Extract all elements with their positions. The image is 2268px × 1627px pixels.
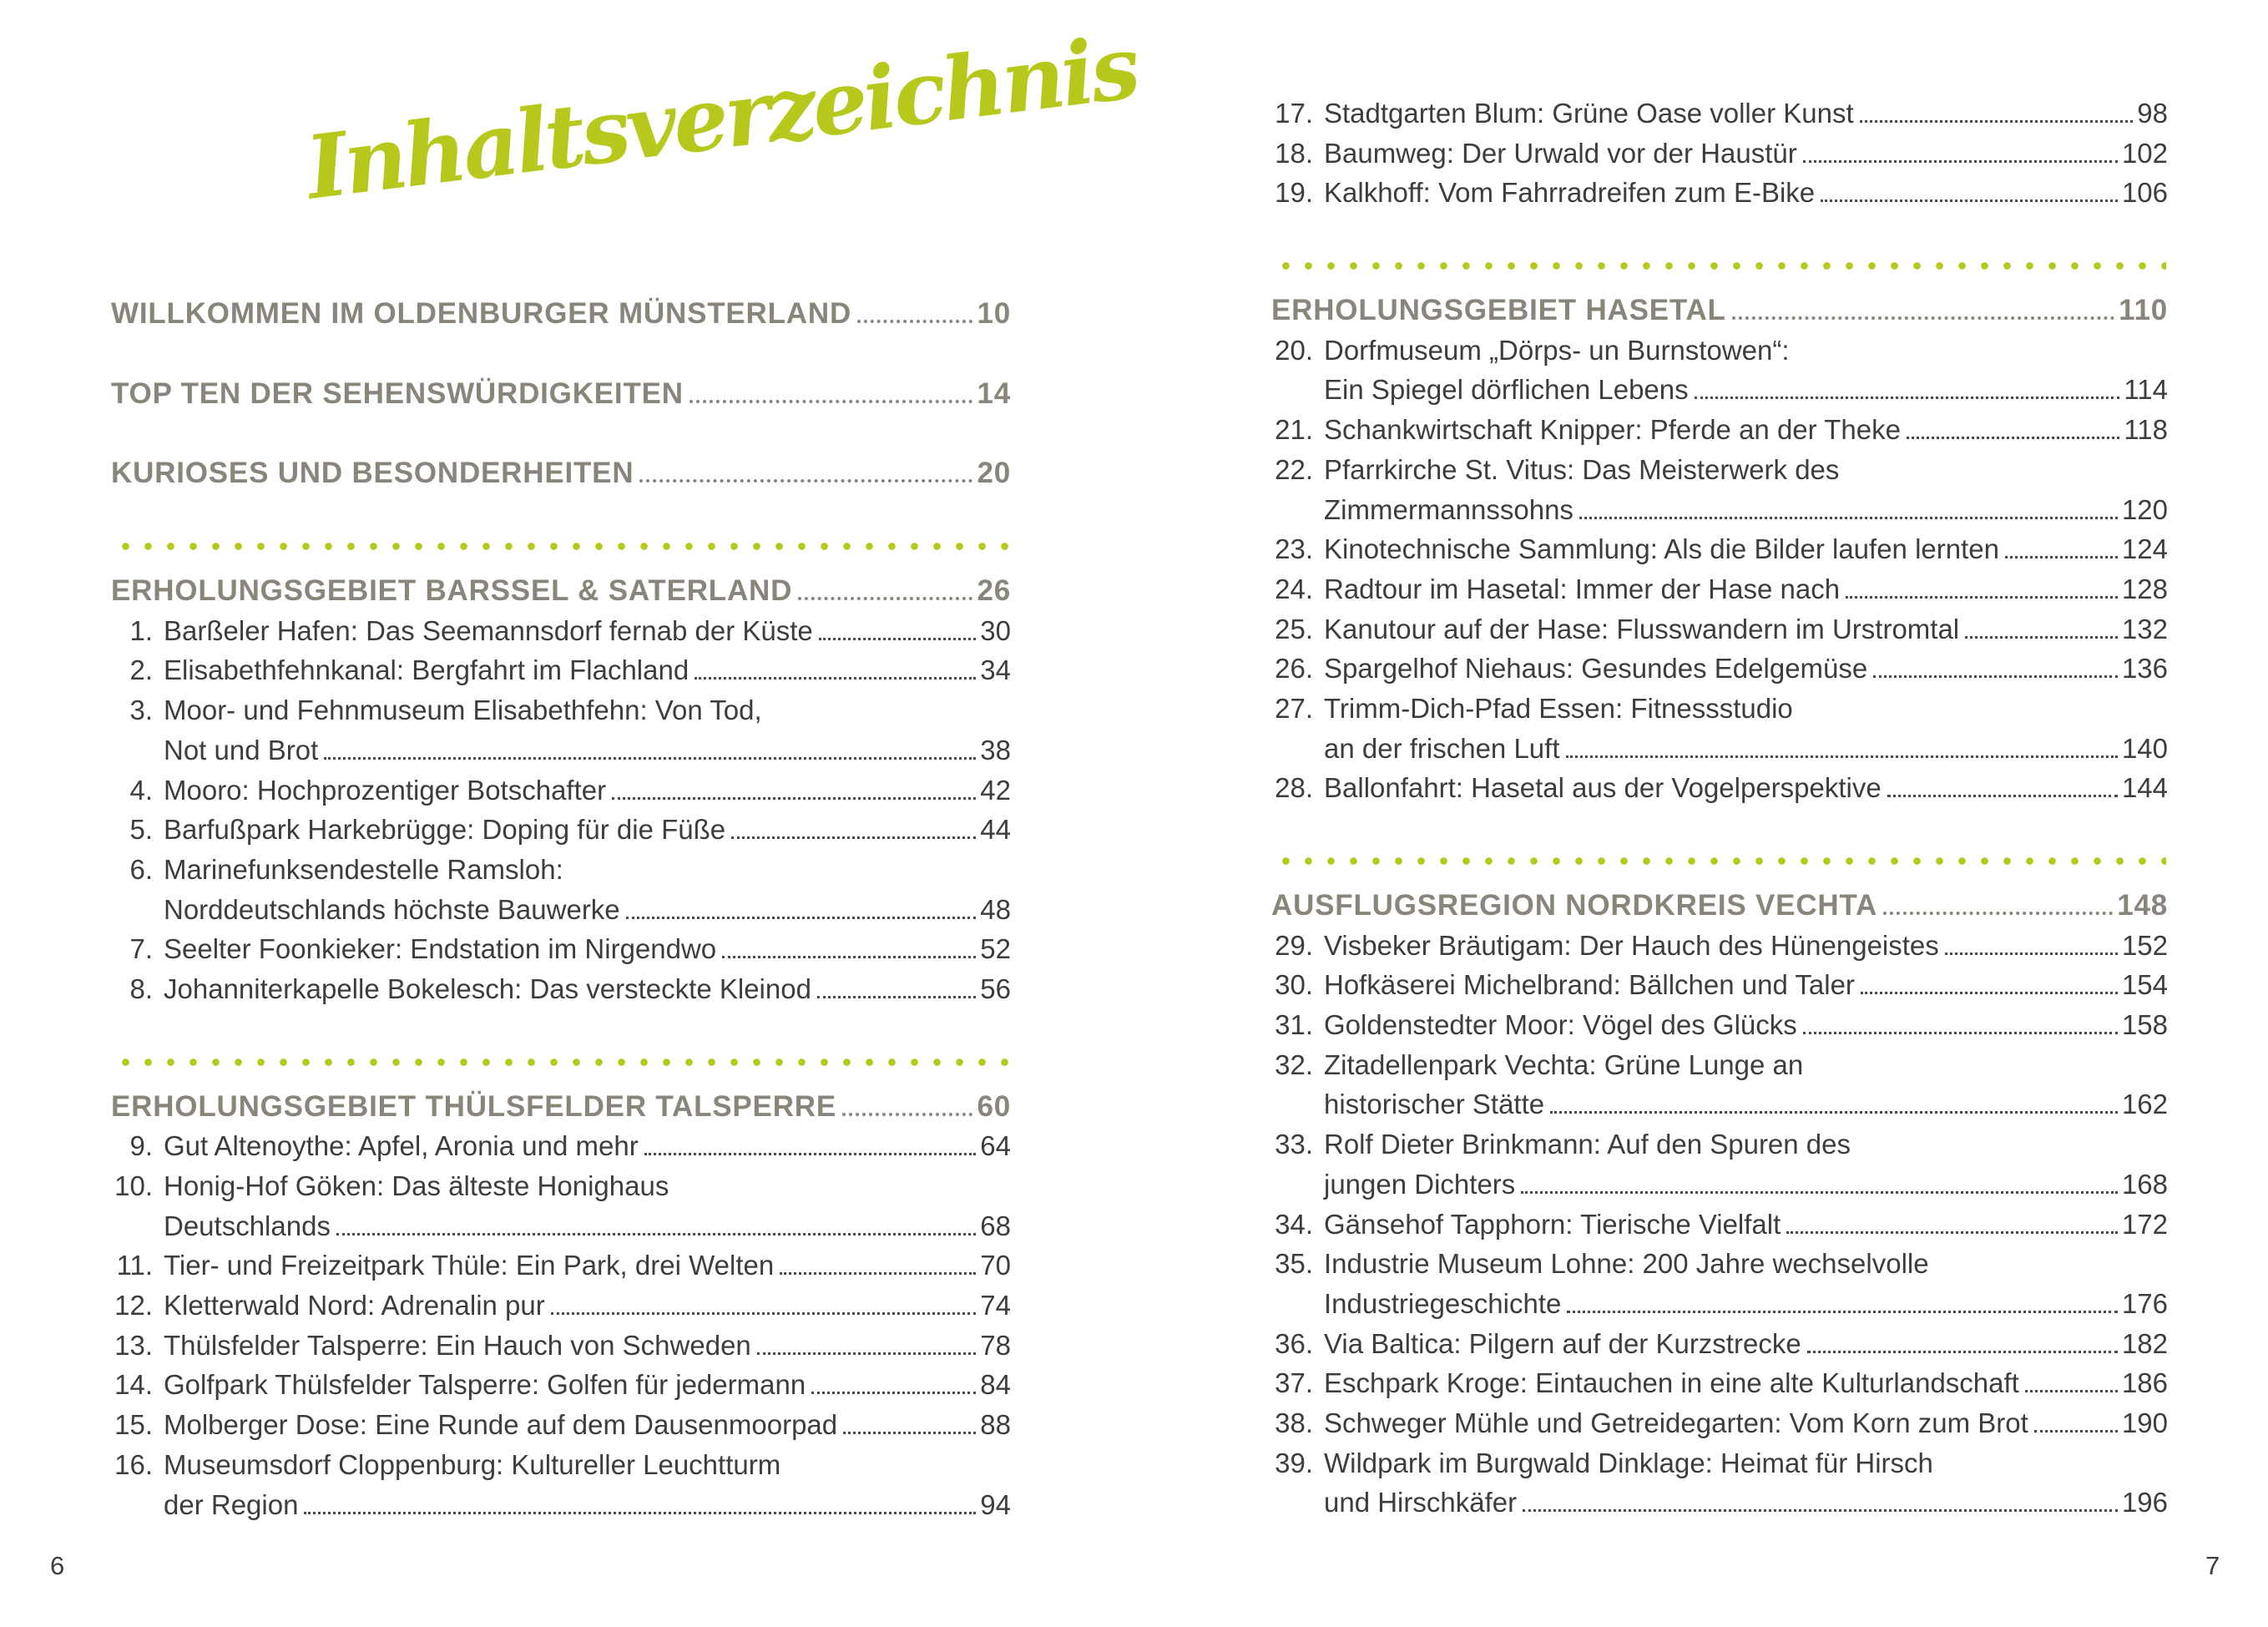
item-title-line: Dorfmuseum „Dörps- un Burnstowen“: [1324,334,1790,366]
item-page-number: 38 [980,734,1011,765]
toc-item [1271,1324,2168,1364]
toc-item-line [1271,1124,2168,1165]
item-number: 9. [129,1130,153,1162]
toc-item [1271,1363,2168,1403]
toc-item-line [111,1126,1011,1166]
item-page-number: 114 [2124,374,2168,406]
item-number: 20. [1275,334,1313,366]
item-title-line: Spargelhof Niehaus: Gesundes Edelgemüse [1324,653,1868,685]
item-page-number: 152 [2121,929,2168,961]
item-title-line: Kletterwald Nord: Adrenalin pur [164,1290,545,1321]
toc-item [111,650,1011,690]
dot-leader [1945,952,2118,955]
item-number: 38. [1275,1407,1313,1438]
dot-leader [2005,556,2118,558]
toc-item [111,1246,1011,1286]
dot-leader [1803,160,2118,163]
item-title-line: Wildpark im Burgwald Dinklage: Heimat für Hirsch [1324,1447,1933,1478]
item-number: 34. [1275,1208,1313,1240]
item-number: 11. [116,1250,153,1281]
item-page-number: 84 [980,1369,1011,1401]
item-title-line: Tier- und Freizeitpark Thüle: Ein Park, drei Welten [164,1250,775,1281]
toc-item [111,1445,1011,1524]
dot-leader [843,1432,976,1434]
dot-leader [1873,675,2118,678]
item-page-number: 124 [2121,533,2168,565]
chapter-page-number: 148 [2117,889,2168,922]
item-title-line: an der frischen Luft [1324,732,1560,764]
toc-item [111,969,1011,1009]
item-number: 32. [1275,1048,1313,1080]
dot-leader [1803,1032,2118,1034]
item-title-line: Barßeler Hafen: Das Seemannsdorf fernab der Küste [164,614,813,646]
item-number: 26. [1275,653,1313,685]
toc-item [1271,1005,2168,1045]
item-number: 13. [114,1329,153,1361]
dotted-divider [1273,856,2166,866]
toc-item-line [111,1246,1011,1286]
dot-leader [1860,120,2134,123]
dotted-divider [113,1058,1009,1067]
toc-item-line [111,1365,1011,1405]
item-page-number: 88 [980,1409,1011,1441]
item-page-number: 102 [2121,137,2168,169]
item-title-line: Elisabethfehnkanal: Bergfahrt im Flachland [164,654,689,686]
toc-item-line [1271,410,2168,450]
toc-item [1271,173,2168,213]
item-title-line: Johanniterkapelle Bokelesch: Das versteckte Kleinod [164,973,811,1004]
item-title-line: Schankwirtschaft Knipper: Pferde an der Theke [1324,414,1901,446]
toc-item-line [111,810,1011,850]
item-page-number: 140 [2121,732,2168,764]
item-title-line: Seelter Foonkieker: Endstation im Nirgendwo [164,933,717,965]
item-number: 16. [114,1448,153,1480]
dot-leader [1846,596,2118,599]
toc-item-line [111,611,1011,651]
toc-item-line [1271,1084,2168,1124]
toc-item-line [1271,1363,2168,1403]
toc-item-line [1271,1005,2168,1045]
item-number: 28. [1275,772,1313,804]
chapter-title: ERHOLUNGSGEBIET THÜLSFELDER TALSPERRE [111,1089,836,1123]
toc-item [1271,926,2168,966]
item-title-line: Golfpark Thülsfelder Talsperre: Golfen für jedermann [164,1369,806,1401]
item-title-line: Zimmermannssohns [1324,493,1573,525]
toc-item-line [1271,529,2168,569]
toc-chapter-entry [111,453,1011,493]
toc-item-line [111,1286,1011,1326]
toc-item [1271,768,2168,808]
item-title-line: Kalkhoff: Vom Fahrradreifen zum E-Bike [1324,177,1816,209]
item-number: 25. [1275,613,1313,644]
toc-item-line [1271,1284,2168,1324]
toc-item-line [1271,1324,2168,1364]
item-page-number: 30 [980,614,1011,646]
dot-leader [2025,1390,2118,1392]
toc-item-line [111,1326,1011,1366]
item-page-number: 78 [980,1329,1011,1361]
item-title-line: Rolf Dieter Brinkmann: Auf den Spuren des [1324,1129,1851,1160]
item-number: 27. [1275,692,1313,724]
item-title-line: Honig-Hof Göken: Das älteste Honighaus [164,1170,669,1201]
toc-item-line [111,730,1011,771]
toc-item [111,771,1011,811]
toc-chapter-entry [111,571,1011,611]
item-title-line: Hofkäserei Michelbrand: Bällchen und Taler [1324,969,1855,1001]
dot-leader [1521,1191,2118,1194]
page-number-left: 6 [50,1551,65,1580]
item-page-number: 190 [2121,1407,2168,1438]
dotted-divider [1273,261,2166,270]
toc-item-line [1271,965,2168,1005]
dot-leader [1523,1509,2118,1512]
item-title-line: Kinotechnische Sammlung: Als die Bilder laufen lernten [1324,533,1999,565]
item-page-number: 196 [2121,1487,2168,1518]
toc-item [111,611,1011,651]
item-number: 23. [1275,533,1313,565]
dot-leader [304,1512,976,1514]
item-number: 22. [1275,453,1313,485]
item-title-line: Museumsdorf Cloppenburg: Kultureller Leuchtturm [164,1448,781,1480]
toc-item [1271,410,2168,450]
dot-leader [798,597,972,600]
toc-item-line [111,690,1011,730]
item-page-number: 56 [980,973,1011,1004]
toc-item-line [111,650,1011,690]
toc-item [111,1326,1011,1366]
item-number: 24. [1275,573,1313,604]
dot-leader [1579,517,2118,519]
toc-item-line [111,1206,1011,1246]
toc-item-line [1271,768,2168,808]
dot-leader [1786,1231,2118,1234]
item-page-number: 158 [2121,1009,2168,1041]
item-page-number: 176 [2121,1287,2168,1319]
item-page-number: 42 [980,774,1011,806]
toc-chapter-entry [111,374,1011,414]
toc-item [111,1126,1011,1166]
toc-item-line [1271,1483,2168,1523]
item-page-number: 44 [980,814,1011,846]
dot-leader [639,479,972,483]
toc-item [1271,1403,2168,1443]
dot-leader [644,1153,977,1155]
item-title-line: der Region [164,1488,299,1520]
toc-item-line [1271,450,2168,490]
toc-item [1271,450,2168,529]
toc-item-line [111,771,1011,811]
item-page-number: 64 [980,1130,1011,1162]
dot-leader [819,638,977,640]
toc-chapter-entry [111,1087,1011,1127]
toc-item-line [1271,1205,2168,1245]
toc-left-column [111,294,1011,1524]
page-title: Inhaltsverzeichnis [301,15,1143,220]
chapter-title: TOP TEN DER SEHENSWÜRDIGKEITEN [111,376,684,410]
item-page-number: 98 [2137,98,2168,129]
item-page-number: 106 [2121,177,2168,209]
dot-leader [2034,1430,2118,1432]
item-number: 2. [129,654,153,686]
toc-item [1271,569,2168,609]
item-number: 37. [1275,1367,1313,1399]
dot-leader [1965,636,2118,639]
item-title-line: Schweger Mühle und Getreidegarten: Vom Korn zum Brot [1324,1407,2028,1438]
toc-chapter-entry [111,294,1011,334]
toc-item [1271,649,2168,689]
chapter-page-number: 110 [2119,294,2168,327]
item-number: 18. [1275,137,1313,169]
item-title-line: Marinefunksendestelle Ramsloh: [164,853,563,885]
item-page-number: 144 [2121,772,2168,804]
item-page-number: 34 [980,654,1011,686]
item-title-line: Pfarrkirche St. Vitus: Das Meisterwerk des [1324,453,1840,485]
item-number: 17. [1275,98,1313,129]
dot-leader [1807,1351,2118,1353]
toc-item-line [1271,689,2168,729]
toc-item-line [1271,1045,2168,1085]
item-page-number: 118 [2124,414,2168,446]
item-title-line: Goldenstedter Moor: Vögel des Glücks [1324,1009,1797,1041]
dotted-divider [113,542,1009,551]
item-title-line: Via Baltica: Pilgern auf der Kurzstrecke [1324,1327,1801,1359]
toc-item [1271,1205,2168,1245]
item-page-number: 94 [980,1488,1011,1520]
toc-item [111,690,1011,770]
item-title-line: Industriegeschichte [1324,1287,1562,1319]
toc-item [1271,1443,2168,1523]
item-number: 10. [114,1170,153,1201]
toc-item [111,1286,1011,1326]
toc-item [1271,1244,2168,1323]
dot-leader [817,996,976,998]
toc-right-column [1271,93,2168,1523]
dot-leader [1567,1311,2118,1313]
toc-item-line [111,969,1011,1009]
item-number: 15. [114,1409,153,1441]
item-title-line: und Hirschkäfer [1324,1487,1518,1518]
item-title-line: Industrie Museum Lohne: 200 Jahre wechselvolle [1324,1248,1929,1280]
toc-item [1271,529,2168,569]
item-page-number: 182 [2121,1327,2168,1359]
dot-leader [551,1312,977,1315]
item-title-line: historischer Stätte [1324,1089,1545,1120]
chapter-title: AUSFLUGSREGION NORDKREIS VECHTA [1271,889,1878,922]
dot-leader [1821,200,2118,202]
item-title-line: Thülsfelder Talsperre: Ein Hauch von Schweden [164,1329,751,1361]
item-title-line: Eschpark Kroge: Eintauchen in eine alte Kulturlandschaft [1324,1367,2019,1399]
dot-leader [1732,316,2114,320]
item-number: 35. [1275,1248,1313,1280]
toc-item [111,929,1011,969]
dot-leader [780,1272,976,1275]
item-number: 30. [1275,969,1313,1001]
toc-item-line [111,1166,1011,1206]
item-page-number: 128 [2121,573,2168,604]
toc-item-line [111,1485,1011,1525]
toc-item [111,1166,1011,1246]
chapter-page-number: 10 [977,297,1011,330]
toc-item-line [1271,926,2168,966]
item-title-line: Gänsehof Tapphorn: Tierische Vielfalt [1324,1208,1781,1240]
toc-item [1271,1045,2168,1124]
page-number-right: 7 [2205,1551,2220,1580]
chapter-title: ERHOLUNGSGEBIET HASETAL [1271,294,1726,327]
item-title-line: Trimm-Dich-Pfad Essen: Fitnessstudio [1324,692,1793,724]
dot-leader [695,677,976,680]
toc-item-line [1271,729,2168,769]
chapter-title: KURIOSES UND BESONDERHEITEN [111,457,634,490]
item-title-line: Kanutour auf der Hase: Flusswandern im Urstromtal [1324,613,1960,644]
chapter-title: WILLKOMMEN IM OLDENBURGER MÜNSTERLAND [111,297,852,330]
item-number: 21. [1275,414,1313,446]
dot-leader [336,1233,976,1235]
toc-item [111,850,1011,929]
item-page-number: 70 [980,1250,1011,1281]
item-title-line: jungen Dichters [1324,1168,1516,1200]
item-title-line: Baumweg: Der Urwald vor der Haustür [1324,137,1797,169]
item-title-line: Norddeutschlands höchste Bauwerke [164,893,620,925]
toc-item-line [1271,490,2168,530]
item-number: 29. [1275,929,1313,961]
item-page-number: 48 [980,893,1011,925]
item-number: 12. [114,1290,153,1321]
item-title-line: Visbeker Bräutigam: Der Hauch des Hünengeistes [1324,929,1939,961]
toc-item [1271,609,2168,649]
dot-leader [626,917,977,919]
toc-item [111,1405,1011,1445]
chapter-page-number: 20 [977,457,1011,490]
chapter-page-number: 60 [977,1089,1011,1123]
toc-item-line [1271,331,2168,371]
toc-item [1271,689,2168,768]
item-title-line: Moor- und Fehnmuseum Elisabethfehn: Von Tod, [164,695,762,726]
chapter-page-number: 14 [977,376,1011,410]
item-number: 31. [1275,1009,1313,1041]
item-number: 36. [1275,1327,1313,1359]
dot-leader [842,1113,972,1116]
toc-item [111,1365,1011,1405]
dot-leader [857,320,972,323]
toc-item [1271,331,2168,410]
item-title-line: Zitadellenpark Vechta: Grüne Lunge an [1324,1048,1804,1080]
item-number: 8. [129,973,153,1004]
toc-chapter-entry [1271,886,2168,926]
toc-item-line [111,1445,1011,1485]
toc-item-line [111,929,1011,969]
item-title-line: Stadtgarten Blum: Grüne Oase voller Kunst [1324,98,1854,129]
item-page-number: 52 [980,933,1011,965]
item-page-number: 74 [980,1290,1011,1321]
item-title-line: Molberger Dose: Eine Runde auf dem Dausenmoorpad [164,1409,838,1441]
dot-leader [324,757,976,760]
item-page-number: 120 [2121,493,2168,525]
item-title-line: Not und Brot [164,734,319,765]
item-page-number: 172 [2121,1208,2168,1240]
item-number: 33. [1275,1129,1313,1160]
dot-leader [1887,795,2118,797]
dot-leader [1861,992,2118,994]
item-number: 3. [129,695,153,726]
item-title-line: Deutschlands [164,1210,331,1241]
toc-item-line [111,850,1011,890]
toc-item-line [1271,93,2168,134]
item-number: 5. [129,814,153,846]
chapter-title: ERHOLUNGSGEBIET BARSSEL & SATERLAND [111,574,793,608]
toc-item [1271,1124,2168,1204]
dot-leader [1907,437,2119,439]
toc-item-line [1271,1244,2168,1284]
toc-item-line [1271,649,2168,689]
item-title-line: Radtour im Hasetal: Immer der Hase nach [1324,573,1841,604]
toc-item-line [1271,134,2168,174]
toc-item [1271,93,2168,134]
dot-leader [1566,755,2118,758]
dot-leader [731,836,976,839]
dot-leader [811,1392,976,1394]
toc-item-line [1271,1165,2168,1205]
toc-item-line [1271,609,2168,649]
item-title-line: Barfußpark Harkebrügge: Doping für die Füße [164,814,726,846]
toc-chapter-entry [1271,291,2168,331]
item-page-number: 186 [2121,1367,2168,1399]
toc-item-line [1271,173,2168,213]
item-page-number: 68 [980,1210,1011,1241]
item-page-number: 154 [2121,969,2168,1001]
dot-leader [612,797,976,800]
item-page-number: 136 [2121,653,2168,685]
item-page-number: 168 [2121,1168,2168,1200]
item-page-number: 162 [2121,1089,2168,1120]
item-number: 39. [1275,1447,1313,1478]
item-number: 14. [114,1369,153,1401]
dot-leader [689,400,973,403]
chapter-page-number: 26 [977,574,1011,608]
item-title-line: Mooro: Hochprozentiger Botschafter [164,774,607,806]
toc-item-line [111,890,1011,930]
toc-item [111,810,1011,850]
item-page-number: 132 [2121,613,2168,644]
toc-item [1271,965,2168,1005]
toc-item-line [1271,370,2168,410]
item-title-line: Gut Altenoythe: Apfel, Aronia und mehr [164,1130,639,1162]
item-number: 1. [129,614,153,646]
item-number: 19. [1275,177,1313,209]
toc-item-line [1271,1443,2168,1483]
dot-leader [722,956,976,958]
toc-item-line [111,1405,1011,1445]
dot-leader [757,1352,977,1355]
item-number: 7. [129,933,153,965]
item-number: 6. [129,853,153,885]
item-title-line: Ein Spiegel dörflichen Lebens [1324,374,1689,406]
item-title-line: Ballonfahrt: Hasetal aus der Vogelperspektive [1324,772,1882,804]
dot-leader [1695,397,2120,399]
dot-leader [1550,1111,2118,1114]
dot-leader [1883,912,2113,915]
toc-item-line [1271,569,2168,609]
toc-item [1271,134,2168,174]
item-number: 4. [129,774,153,806]
toc-item-line [1271,1403,2168,1443]
